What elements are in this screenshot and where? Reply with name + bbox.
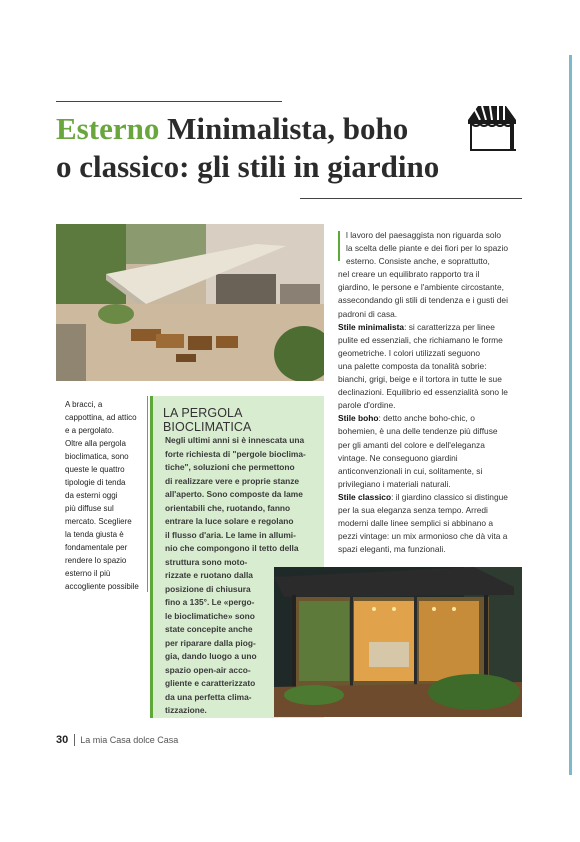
- text-line: rizzate e ruotano dalla: [165, 570, 253, 580]
- text-line: fondamentale per: [65, 543, 128, 552]
- boho-style-heading: Stile boho: [338, 413, 379, 424]
- text-line: moderni dalle linee semplici si abbinano a: [338, 518, 494, 529]
- text-line: declinazioni. Equilibrio ed essenzialità sono le: [338, 387, 508, 398]
- text-line: posizione di chiusura: [165, 583, 251, 594]
- text-line: bohemien, è una delle tendenze più diffuse: [338, 426, 498, 437]
- caption-divider: [147, 396, 148, 592]
- text-line: e a pergolato.: [65, 426, 114, 435]
- magazine-name: La mia Casa dolce Casa: [80, 735, 179, 745]
- text-line: nio che compongono il tetto della: [165, 543, 299, 553]
- terrace-awning-photo: [56, 224, 324, 381]
- photo-caption: [65, 398, 143, 593]
- bioclimatic-pergola-photo: [274, 567, 522, 717]
- text-line: forte richiesta di "pergole bioclima-: [165, 448, 306, 459]
- text-line: accogliente possibile: [65, 582, 139, 591]
- text-line: parole d'ordine.: [338, 400, 396, 411]
- text-line: pezzi vintage: un mix armonioso che dà vita a: [338, 531, 508, 542]
- text-line: gia, dando luogo a uno: [165, 651, 257, 661]
- text-line: Oltre alla pergola: [65, 439, 126, 448]
- text-line: geometriche. I colori utilizzati seguono: [338, 347, 480, 358]
- page-footer: [56, 734, 178, 746]
- text-line: queste le quattro: [65, 465, 125, 474]
- text-line: per la sua eleganza senza tempo. Arredi: [338, 504, 488, 515]
- text-line: A bracci, a: [65, 400, 103, 409]
- text-line: tizzazione.: [165, 705, 207, 715]
- text-line: rendere lo spazio: [65, 556, 127, 565]
- text-line: anticonvenzionali in cui, solitamente, si: [338, 465, 483, 476]
- text-line: la tenda giusta è: [65, 530, 124, 539]
- text-line: bianchi, grigi, beige e il tortora in tutte le sue: [338, 374, 502, 385]
- text-line: per riparare dalla piog-: [165, 637, 256, 648]
- page-number: 30: [56, 734, 69, 746]
- title-line1: Minimalista, boho: [159, 111, 409, 146]
- page-edge-line: [569, 55, 572, 775]
- text-line: state concepite anche: [165, 624, 253, 634]
- page-title: [56, 110, 476, 186]
- text-line: assecondando gli stili di tendenza e i gusti dei: [338, 295, 508, 306]
- classic-style-heading: Stile classico: [338, 491, 392, 502]
- text-line: da esterni oggi: [65, 491, 118, 500]
- text-line: vintage. Ne conseguono giardini: [338, 452, 458, 463]
- text-line: : si caratterizza per linee: [404, 321, 495, 332]
- text-line: esterno il più: [65, 569, 111, 578]
- text-line: orientabili che, ruotando, fanno: [165, 502, 291, 513]
- text-line: gliente e caratterizzato: [165, 678, 256, 688]
- text-line: entrare la luce solare e regolano: [165, 516, 294, 526]
- text-line: una palette composta da tonalità sobrie:: [338, 360, 487, 371]
- text-line: fino a 135°. Le «pergo-: [165, 597, 255, 607]
- text-line: : detto anche boho-chic, o: [378, 413, 475, 424]
- article-body: [338, 229, 528, 556]
- text-line: padroni di casa.: [338, 308, 398, 319]
- sidebar-title: LA PERGOLA BIOCLIMATICA: [163, 406, 252, 434]
- text-line: all'aperto. Sono composte da lame: [165, 489, 303, 499]
- text-line: le bioclimatiche» sono: [165, 610, 255, 621]
- text-line: l lavoro del paesaggista non riguarda solo: [346, 230, 502, 240]
- text-line: pulite ed essenziali, che richiamano le forme: [338, 334, 503, 345]
- text-line: mercato. Scegliere: [65, 517, 132, 526]
- text-line: bioclimatica, sono: [65, 452, 129, 461]
- text-line: privilegiano i materiali naturali.: [338, 478, 451, 489]
- text-line: spazi eleganti, ma funzionali.: [338, 544, 446, 555]
- text-line: cappottina, ad attico: [65, 413, 137, 422]
- text-line: spazio open-air acco-: [165, 664, 251, 675]
- title-top-rule: [56, 101, 282, 102]
- text-line: la scelta delle piante e dei fiori per lo spazio: [346, 243, 509, 254]
- text-line: tipologie di tenda: [65, 478, 126, 487]
- title-bottom-rule: [300, 198, 522, 199]
- text-line: da una perfetta clima-: [165, 691, 252, 702]
- text-line: : il giardino classico si distingue: [391, 491, 508, 502]
- awning-icon: [466, 102, 520, 152]
- text-line: nel creare un equilibrato rapporto tra il: [338, 269, 480, 280]
- text-line: il flusso d'aria. Le lame in allumi-: [165, 529, 296, 540]
- text-line: tiche", soluzioni che permettono: [165, 462, 295, 472]
- minimal-style-heading: Stile minimalista: [338, 321, 405, 332]
- text-line: giardino, le persone e l'ambiente circostante,: [338, 282, 504, 293]
- footer-divider: [74, 734, 75, 746]
- text-line: di realizzare vere e proprie stanze: [165, 475, 300, 486]
- text-line: struttura sono moto-: [165, 556, 248, 567]
- title-line2: o classico: gli stili in giardino: [56, 149, 440, 184]
- text-line: più diffuse sul: [65, 504, 114, 513]
- title-keyword: Esterno: [56, 111, 160, 146]
- text-line: esterno. Consiste anche, e soprattutto,: [346, 256, 490, 267]
- text-line: Negli ultimi anni si è innescata una: [165, 435, 305, 445]
- text-line: per gli amanti del colore e dell'eleganza: [338, 439, 485, 450]
